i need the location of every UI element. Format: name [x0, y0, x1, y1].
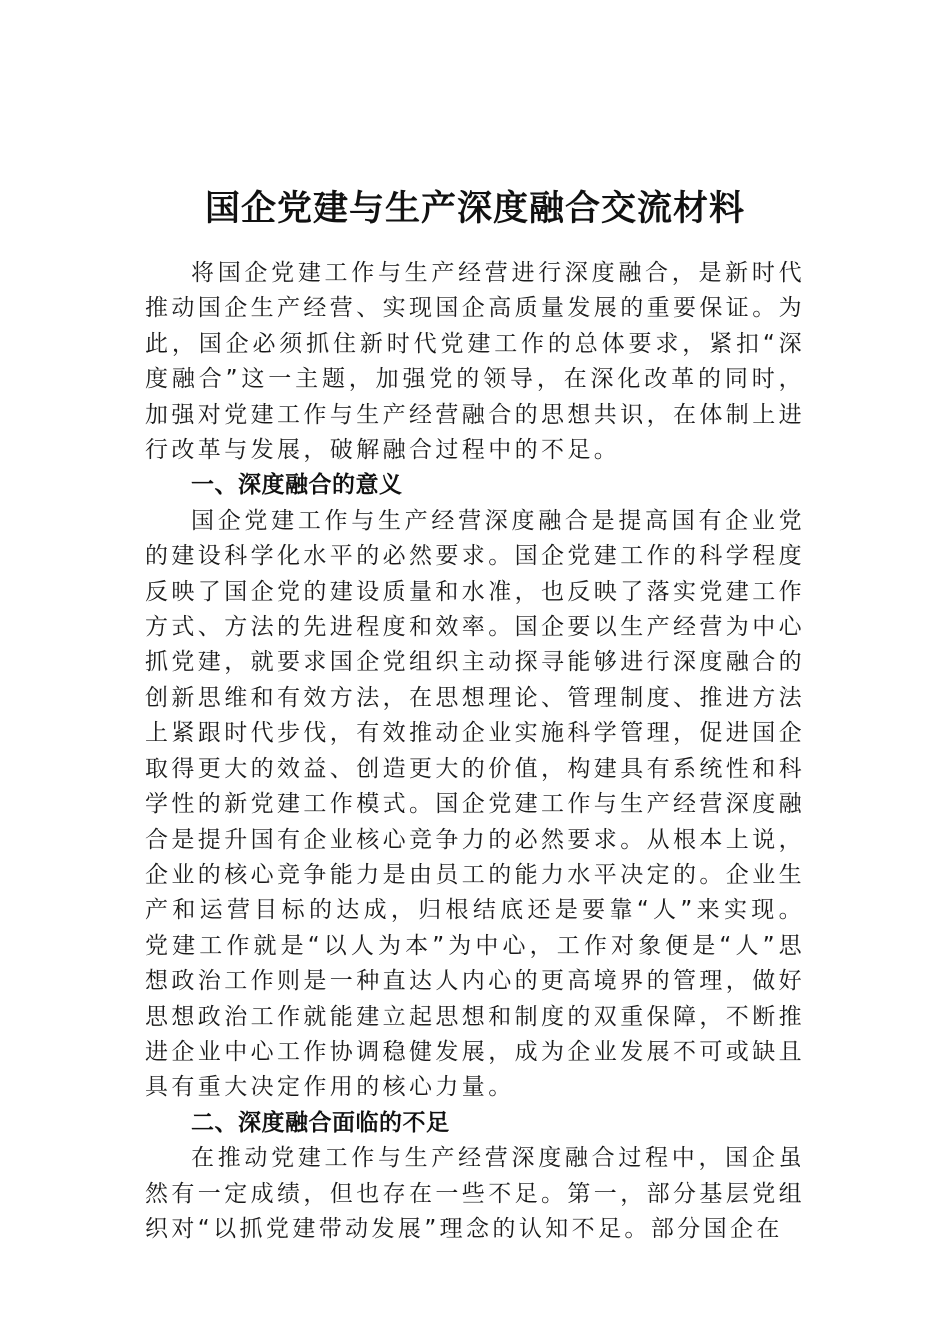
section-paragraph-shortcomings: 在推动党建工作与生产经营深度融合过程中，国企虽然有一定成绩，但也存在一些不足。第一，部分基层党组织对“以抓党建带动发展”理念的认知不足。部分国企在 — [145, 1145, 805, 1242]
section-heading-shortcomings: 二、深度融合面临的不足 — [191, 1109, 450, 1136]
section-paragraph-significance: 国企党建工作与生产经营深度融合是提高国有企业党的建设科学化水平的必然要求。国企党建工作的科学程度反映了国企党的建设质量和水准，也反映了落实党建工作方式、方法的先进程度和效率。国企要以生产经营为中心抓党建，就要求国企党组织主动探寻能够进行深度融合的创新思维和有效方法，在思想理论、管理制度、推进方法上紧跟时代步伐，有效推动企业实施科学管理，促进国企取得更大的效益、创造更大的价值，构建具有系统性和科学性的新党建工作模式。国企党建工作与生产经营深度融合是提升国有企业核心竞争力的必然要求。从根本上说，企业的核心竞争能力是由员工的能力水平决定的。企业生产和运营目标的达成，归根结底还是要靠“人”来实现。党建工作就是“以人为本”为中心，工作对象便是“人”思想政治工作则是一种直达人内心的更高境界的管理，做好思想政治工作就能建立起思想和制度的双重保障，不断推进企业中心工作协调稳健发展，成为企业发展不可或缺且具有重大决定作用的核心力量。 — [145, 507, 805, 1101]
document-title: 国企党建与生产深度融合交流材料 — [204, 188, 745, 230]
intro-paragraph: 将国企党建工作与生产经营进行深度融合，是新时代推动国企生产经营、实现国企高质量发展的重要保证。为此，国企必须抓住新时代党建工作的总体要求，紧扣“深度融合”这一主题，加强党的领导，在深化改革的同时，加强对党建工作与生产经营融合的思想共识，在体制上进行改革与发展，破解融合过程中的不足。 — [145, 260, 805, 464]
section-heading-significance: 一、深度融合的意义 — [191, 472, 403, 499]
document-body — [145, 256, 805, 1247]
